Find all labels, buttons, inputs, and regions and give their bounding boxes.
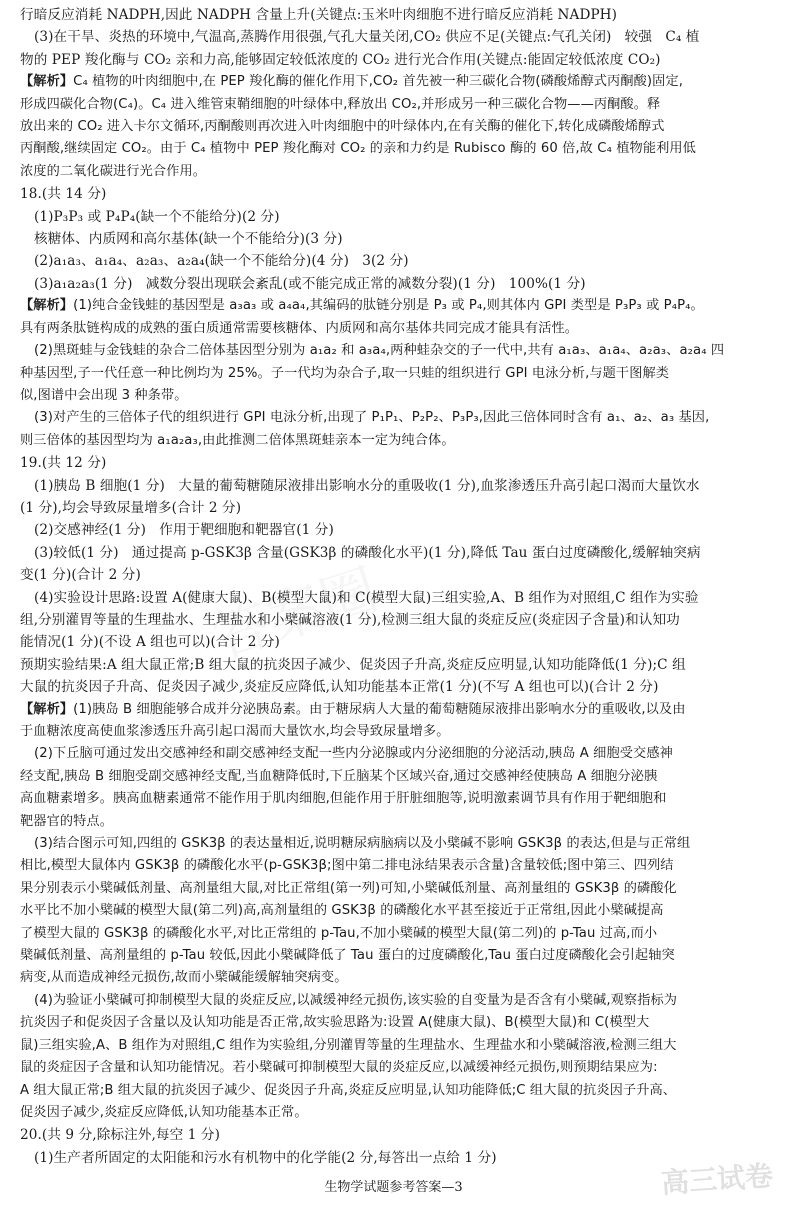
analysis-text: C₄ 植物的叶肉细胞中,在 PEP 羧化酶的催化作用下,CO₂ 首先被一种三碳化合物(磷酸烯醇式丙酮酸)固定,: [73, 74, 684, 90]
text-line: 形成四碳化合物(C₄)。C₄ 进入维管束鞘细胞的叶绿体中,释放出 CO₂,并形成另一种三碳化合物——丙酮酸。释: [20, 96, 661, 112]
faint-watermark: 答案圈: [205, 557, 386, 672]
text-line: (4)为验证小檗碱可抑制模型大鼠的炎症反应,以减缓神经元损伤,该实验的自变量为是否含有小檗碱,观察指标为: [34, 992, 678, 1008]
text-line: 鼠的炎症因子含量和认知功能情况。若小檗碱可抑制模型大鼠的炎症反应,以减缓神经元损伤,则预期结果应为:: [20, 1060, 658, 1076]
text-line: (3)对产生的三倍体子代的组织进行 GPI 电泳分析,出现了 P₁P₁、P₂P₂、P₃P₃,因此三倍体同时含有 a₁、a₂、a₃ 基因,: [34, 410, 710, 426]
page-footer: 生物学试题参考答案—3: [324, 1180, 463, 1195]
analysis-text: (1)纯合金钱蛙的基因型是 a₃a₃ 或 a₄a₄,其编码的肽链分别是 P₃ 或 P₄,则其体内 GPI 类型是 P₃P₃ 或 P₄P₄。: [73, 298, 704, 314]
text-line: 组,分别灌胃等量的生理盐水、生理盐水和小檗碱溶液(1 分),检测三组大鼠的炎症反应(炎症因子含量)和认知功: [20, 611, 680, 628]
text-line: 核糖体、内质网和高尔基体(缺一个不能给分)(3 分): [34, 231, 343, 248]
analysis-text: (1)胰岛 B 细胞能够合成并分泌胰岛素。由于糖尿病人大量的葡萄糖随尿液排出影响水分的重吸收,以及由: [73, 701, 686, 717]
text-line: (3)结合图示可知,四组的 GSK3β 的表达量相近,说明糖尿病脑病以及小檗碱不影响 GSK3β 的表达,但是与正常组: [34, 836, 691, 852]
text-line: 高血糖素增多。胰高血糖素通常不能作用于肌肉细胞,但能作用于肝脏细胞等,说明激素调节具有作用于靶细胞和: [20, 791, 667, 807]
text-line: 了模型大鼠的 GSK3β 的磷酸化水平,对比正常组的 p-Tau,不加小檗碱的模型大鼠(第二列)的 p-Tau 过高,而小: [20, 925, 658, 941]
text-line: (1)胰岛 B 细胞(1 分) 大量的葡萄糖随尿液排出影响水分的重吸收(1 分),血浆渗透压升高引起口渴而大量饮水: [34, 477, 700, 494]
text-line: A 组大鼠正常;B 组大鼠的抗炎因子减少、促炎因子升高,炎症反应明显,认知功能降低;C 组大鼠的抗炎因子升高、: [20, 1082, 677, 1098]
text-line: 病变,从而造成神经元损伤,故而小檗碱能缓解轴突病变。: [20, 970, 348, 986]
answer-content: [20, 4, 772, 1169]
analysis-tag: 【解析】: [20, 298, 74, 314]
text-line: [20, 295, 772, 317]
text-line: 浓度的二氧化碳进行光合作用。: [20, 163, 207, 179]
text-line: 则三倍体的基因型均为 a₁a₂a₃,由此推测二倍体黑斑蛙亲本一定为纯合体。: [20, 432, 455, 448]
text-line: (1 分),均会导致尿量增多(合计 2 分): [20, 499, 242, 516]
text-line: 促炎因子减少,炎症反应降低,认知功能基本正常。: [20, 1104, 308, 1120]
text-line: 20.(共 9 分,除标注外,每空 1 分): [20, 1127, 220, 1144]
text-line: 大鼠的抗炎因子升高、促炎因子减少,炎症反应降低,认知功能基本正常(1 分)(不写 A 组也可以)(合计 2 分): [20, 679, 659, 696]
text-line: 能情况(1 分)(不设 A 组也可以)(合计 2 分): [20, 634, 280, 651]
text-line: 种基因型,子一代任意一种比例均为 25%。子一代均为杂合子,取一只蛙的组织进行 GPI 电泳分析,与题干图解类: [20, 365, 670, 381]
text-line: 具有两条肽链构成的成熟的蛋白质通常需要核糖体、内质网和高尔基体共同完成才能具有活性。: [20, 320, 579, 336]
text-line: 变(1 分)(合计 2 分): [20, 567, 141, 584]
text-line: 果分别表示小檗碱低剂量、高剂量组大鼠,对比正常组(第一列)可知,小檗碱低剂量、高剂量组的 GSK3β 的磷酸化: [20, 880, 677, 896]
text-line: 抗炎因子和促炎因子含量以及认知功能是否正常,故实验思路为:设置 A(健康大鼠)、B(模型大鼠)和 C(模型大: [20, 1015, 650, 1031]
text-line: (1)生产者所固定的太阳能和污水有机物中的化学能(2 分,每答出一点给 1 分): [34, 1149, 497, 1166]
watermark-sub: 高三试卷: [660, 1159, 775, 1200]
text-line: 物的 PEP 羧化酶与 CO₂ 亲和力高,能够固定较低浓度的 CO₂ 进行光合作用(关键点:能固定较低浓度 CO₂): [20, 51, 661, 68]
text-line: 檗碱低剂量、高剂量组的 p-Tau 较低,因此小檗碱降低了 Tau 蛋白的过度磷酸化,Tau 蛋白过度磷酸化会引起轴突: [20, 948, 675, 964]
text-line: 19.(共 12 分): [20, 455, 107, 472]
text-line: (2)a₁a₃、a₁a₄、a₂a₃、a₂a₄(缺一个不能给分)(4 分) 3(2 分): [34, 253, 409, 270]
text-line: (2)交感神经(1 分) 作用于靶细胞和靶器官(1 分): [34, 522, 334, 539]
text-line: 18.(共 14 分): [20, 186, 107, 203]
text-line: [20, 699, 772, 721]
site-watermark: [660, 1154, 775, 1202]
analysis-tag: 【解析】: [20, 74, 74, 90]
text-line: 水平比不加小檗碱的模型大鼠(第二列)高,高剂量组的 GSK3β 的磷酸化水平甚至接近于正常组,因此小檗碱提高: [20, 903, 664, 919]
text-line: 相比,模型大鼠体内 GSK3β 的磷酸化水平(p-GSK3β;图中第二排电泳结果表示含量)含量较低;图中第三、四列结: [20, 858, 674, 874]
text-line: 经支配,胰岛 B 细胞受副交感神经支配,当血糖降低时,下丘脑某个区域兴奋,通过交感神经使胰岛 A 细胞分泌胰: [20, 768, 658, 784]
text-line: (2)下丘脑可通过发出交感神经和副交感神经支配一些内分泌腺或内分泌细胞的分泌活动,胰岛 A 细胞受交感神: [34, 746, 673, 762]
text-line: 靶器官的特点。: [20, 813, 114, 829]
text-line: 预期实验结果:A 组大鼠正常;B 组大鼠的抗炎因子减少、促炎因子升高,炎症反应明显,认知功能降低(1 分);C 组: [20, 656, 686, 673]
text-line: 丙酮酸,继续固定 CO₂。由于 C₄ 植物中 PEP 羧化酶对 CO₂ 的亲和力约是 Rubisco 酶的 60 倍,故 C₄ 植物能利用低: [20, 141, 696, 157]
text-line: 鼠)三组实验,A、B 组作为对照组,C 组作为实验组,分别灌胃等量的生理盐水、生理盐水和小檗碱溶液,检测三组大: [20, 1037, 677, 1053]
text-line: (3)在干旱、炎热的环境中,气温高,蒸腾作用很强,气孔大量关闭,CO₂ 供应不足(关键点:气孔关闭) 较强 C₄ 植: [34, 29, 700, 46]
text-line: (4)实验设计思路:设置 A(健康大鼠)、B(模型大鼠)和 C(模型大鼠)三组实验,A、B 组作为对照组,C 组作为实验: [34, 589, 699, 606]
analysis-tag: 【解析】: [20, 701, 74, 717]
text-line: 于血糖浓度高使血浆渗透压升高引起口渴而大量饮水,均会导致尿量增多。: [20, 724, 450, 739]
text-line: 行暗反应消耗 NADPH,因此 NADPH 含量上升(关键点:玉米叶肉细胞不进行暗反应消耗 NADPH): [20, 7, 618, 23]
text-line: (2)黑斑蛙与金钱蛙的杂合二倍体基因型分别为 a₁a₂ 和 a₃a₄,两种蛙杂交的子一代中,共有 a₁a₃、a₁a₄、a₂a₃、a₂a₄ 四: [34, 343, 725, 359]
text-line: 似,图谱中会出现 3 种条带。: [20, 387, 188, 403]
text-line: 放出来的 CO₂ 进入卡尔文循环,丙酮酸则再次进入叶肉细胞中的叶绿体内,在有关酶的催化下,转化成磷酸烯醇式: [20, 119, 665, 135]
text-line: [20, 71, 772, 93]
text-line: (3)a₁a₂a₃(1 分) 减数分裂出现联会紊乱(或不能完成正常的减数分裂)(1 分) 100%(1 分): [34, 275, 586, 292]
text-line: (1)P₃P₃ 或 P₄P₄(缺一个不能给分)(2 分): [34, 208, 280, 225]
text-line: (3)较低(1 分) 通过提高 p-GSK3β 含量(GSK3β 的磷酸化水平)(1 分),降低 Tau 蛋白过度磷酸化,缓解轴突病: [34, 544, 701, 561]
